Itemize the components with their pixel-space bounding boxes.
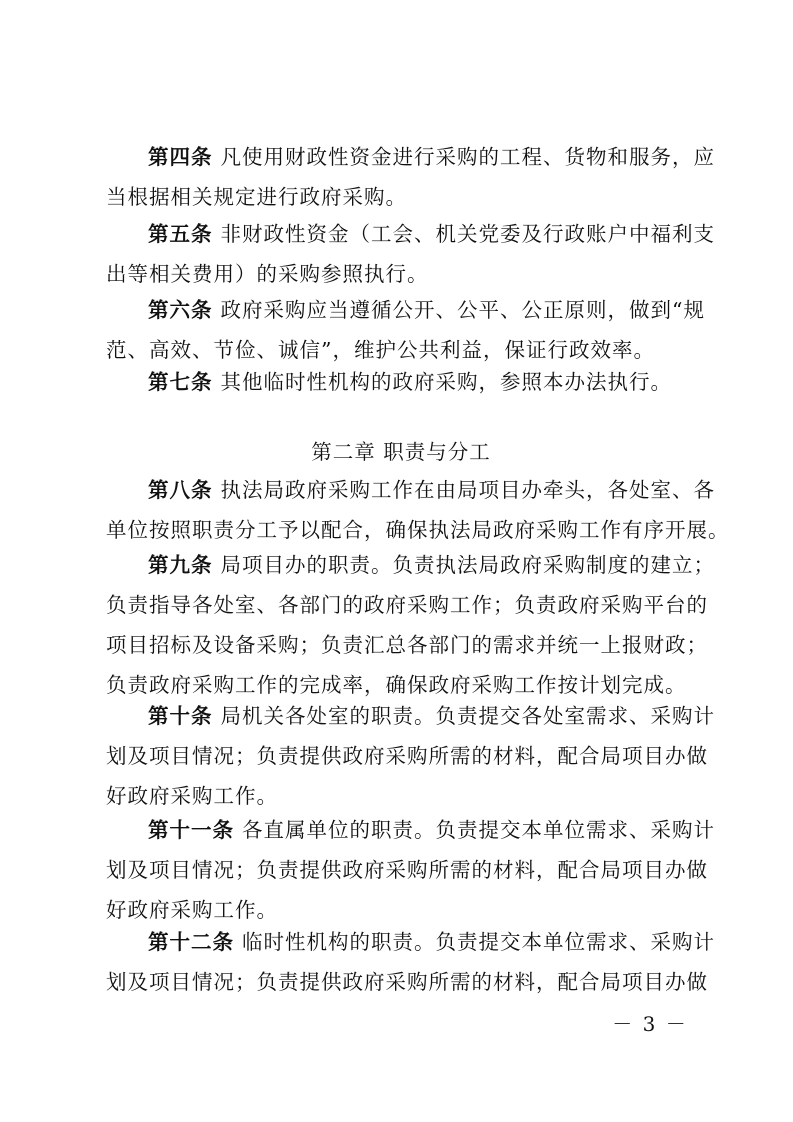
article-6 xyxy=(106,290,705,370)
article-label: 第五条 xyxy=(148,222,213,246)
article-text: 好政府采购工作。 xyxy=(106,784,278,808)
article-label: 第十一条 xyxy=(148,818,234,842)
article-text: 好政府采购工作。 xyxy=(106,898,278,922)
article-5 xyxy=(106,214,715,294)
article-label: 第六条 xyxy=(148,298,213,322)
article-text: 划及项目情况；负责提供政府采购所需的材料，配合局项目办做 xyxy=(106,970,708,994)
article-11 xyxy=(106,810,715,930)
article-text: 局机关各处室的职责。负责提交各处室需求、采购计 xyxy=(220,704,715,728)
article-text: 临时性机构的职责。负责提交本单位需求、采购计 xyxy=(242,930,715,954)
article-label: 第十二条 xyxy=(148,930,234,954)
article-label: 第十条 xyxy=(148,704,213,728)
page-number: － 3 － xyxy=(612,1012,688,1036)
article-text: 非财政性资金（工会、机关党委及行政账户中福利支 xyxy=(220,222,715,246)
article-text: 凡使用财政性资金进行采购的工程、货物和服务，应 xyxy=(220,145,715,169)
article-label: 第八条 xyxy=(148,478,213,502)
article-7 xyxy=(106,362,696,402)
article-text: 其他临时性机构的政府采购，参照本办法执行。 xyxy=(220,370,672,394)
article-text: 项目招标及设备采购；负责汇总各部门的需求并统一上报财政； xyxy=(106,633,708,657)
article-text: 负责政府采购工作的完成率，确保政府采购工作按计划完成。 xyxy=(106,673,687,697)
article-text: 划及项目情况；负责提供政府采购所需的材料，配合局项目办做 xyxy=(106,858,708,882)
article-text: 政府采购应当遵循公开、公平、公正原则，做到“规 xyxy=(220,298,705,322)
article-label: 第九条 xyxy=(148,553,213,577)
chapter-title: 第二章 职责与分工 xyxy=(311,440,491,464)
article-12 xyxy=(106,922,715,1002)
article-text: 执法局政府采购工作在由局项目办牵头，各处室、各 xyxy=(220,478,715,502)
article-text: 各直属单位的职责。负责提交本单位需求、采购计 xyxy=(242,818,715,842)
article-9 xyxy=(106,545,715,705)
article-10 xyxy=(106,696,715,816)
article-label: 第四条 xyxy=(148,145,213,169)
article-4 xyxy=(106,137,715,217)
article-label: 第七条 xyxy=(148,370,213,394)
article-text: 出等相关费用）的采购参照执行。 xyxy=(106,262,429,286)
article-text: 范、高效、节俭、诚信”，维护公共利益，保证行政效率。 xyxy=(106,338,655,362)
article-text: 划及项目情况；负责提供政府采购所需的材料，配合局项目办做 xyxy=(106,744,708,768)
article-text: 当根据相关规定进行政府采购。 xyxy=(106,185,407,209)
article-8 xyxy=(106,470,730,550)
article-text: 负责指导各处室、各部门的政府采购工作；负责政府采购平台的 xyxy=(106,593,708,617)
article-text: 单位按照职责分工予以配合，确保执法局政府采购工作有序开展。 xyxy=(106,518,730,542)
article-text: 局项目办的职责。负责执法局政府采购制度的建立； xyxy=(220,553,715,577)
